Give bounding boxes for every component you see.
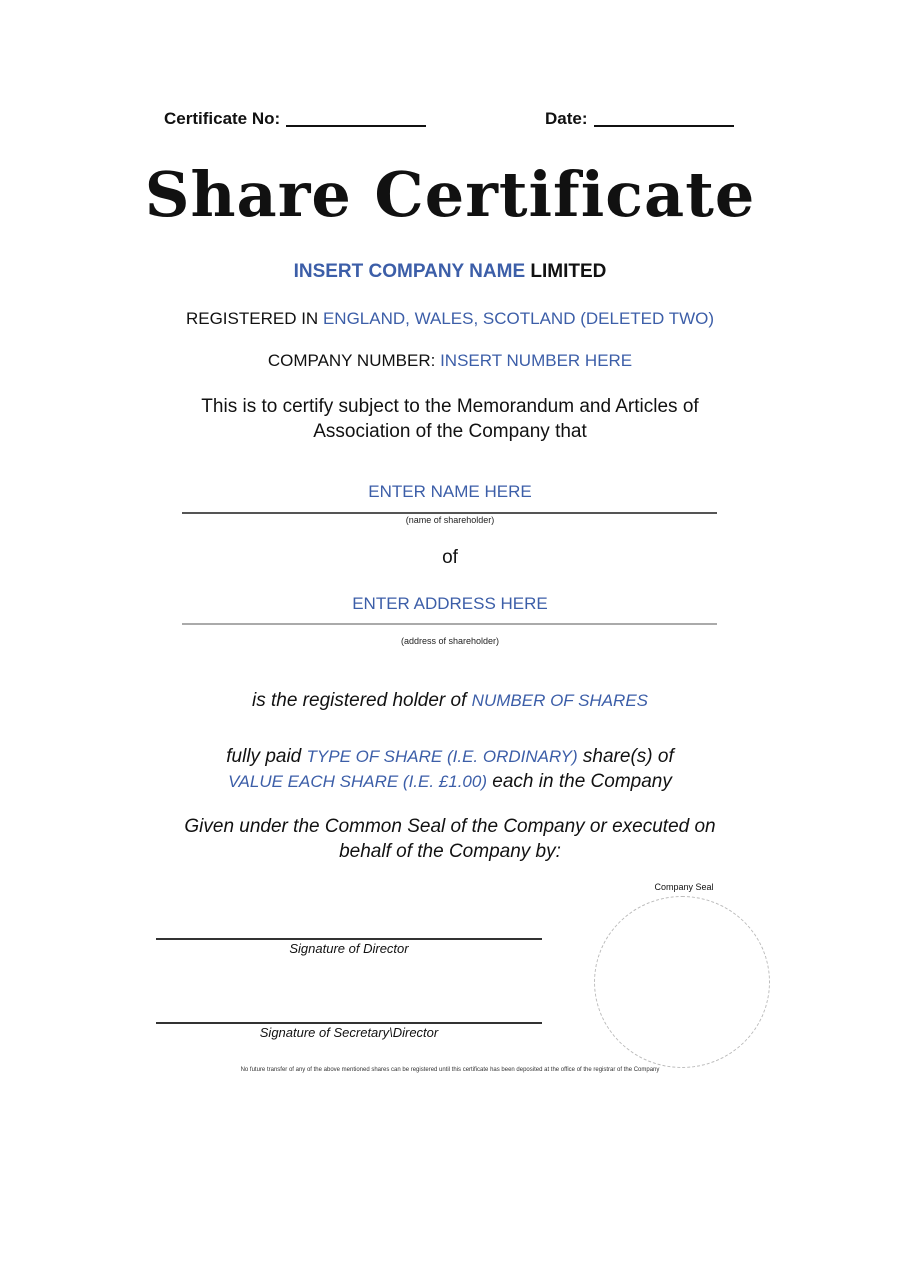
- company-number-placeholder: INSERT NUMBER HERE: [440, 351, 633, 370]
- company-number-label: COMPANY NUMBER:: [267, 351, 436, 370]
- registered-placeholder: ENGLAND, WALES, SCOTLAND (DELETED TWO): [322, 309, 715, 328]
- share-value-placeholder: VALUE EACH SHARE (I.E. £1.00): [228, 772, 488, 791]
- certificate-title: Share Certificate: [144, 158, 756, 231]
- company-seal-label: Company Seal: [654, 882, 714, 892]
- certificate-number-field: [164, 108, 426, 129]
- certify-line-2: Association of the Company that: [313, 421, 587, 442]
- date-field: [545, 108, 734, 129]
- shareholder-name-placeholder: ENTER NAME HERE: [368, 482, 532, 501]
- of-text: of: [442, 547, 458, 568]
- director-signature-caption: Signature of Director: [289, 941, 409, 956]
- company-name-placeholder: INSERT COMPANY NAME: [293, 261, 526, 282]
- shares-of-text: share(s) of: [582, 746, 674, 767]
- secretary-signature-caption: Signature of Secretary\Director: [259, 1025, 439, 1040]
- certify-line-1: This is to certify subject to the Memorandum and Articles of: [201, 396, 699, 417]
- holder-text: is the registered holder of: [251, 690, 467, 711]
- shareholder-address-caption: (address of shareholder): [400, 636, 500, 646]
- transfer-footnote: No future transfer of any of the above mentioned shares can be registered until this certificate has been deposited at the office of the registrar of the Company: [240, 1067, 660, 1073]
- certify-statement: [0, 394, 900, 444]
- registered-label: REGISTERED IN: [185, 309, 319, 328]
- share-type-placeholder: TYPE OF SHARE (I.E. ORDINARY): [306, 747, 578, 766]
- company-name-line: [0, 261, 900, 283]
- company-seal-circle: [594, 896, 770, 1068]
- shareholder-name-line: [182, 512, 717, 514]
- company-number-line: [0, 351, 900, 371]
- number-of-shares-placeholder: NUMBER OF SHARES: [471, 691, 648, 710]
- shareholder-name-caption: (name of shareholder): [405, 515, 495, 525]
- execution-line-1: Given under the Common Seal of the Company or executed on: [184, 816, 716, 837]
- date-blank: [594, 108, 734, 127]
- certificate-number-label: Certificate No:: [164, 109, 281, 128]
- share-value-line: [0, 771, 900, 793]
- certificate-number-blank: [286, 108, 426, 127]
- company-suffix: LIMITED: [530, 261, 607, 282]
- holder-line: [0, 690, 900, 712]
- fully-paid-line: [0, 746, 900, 768]
- shareholder-address-line: [182, 623, 717, 625]
- fully-paid-text: fully paid: [226, 746, 302, 767]
- execution-line-2: behalf of the Company by:: [339, 841, 561, 862]
- shareholder-address-placeholder: ENTER ADDRESS HERE: [352, 594, 548, 613]
- each-in-company-text: each in the Company: [492, 771, 672, 792]
- date-label: Date:: [545, 109, 588, 128]
- registered-line: [0, 309, 900, 329]
- secretary-signature-line: [156, 1022, 542, 1024]
- director-signature-line: [156, 938, 542, 940]
